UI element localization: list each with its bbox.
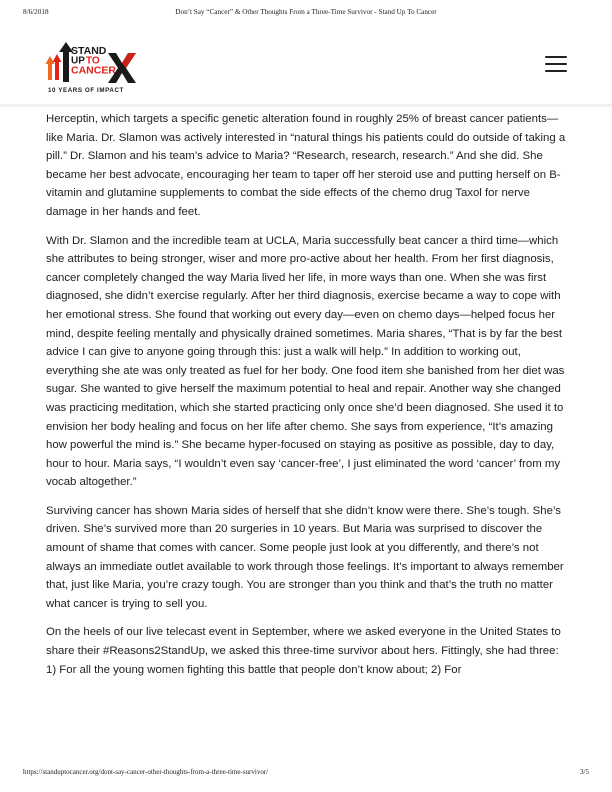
article-paragraph: Herceptin, which targets a specific genetic alteration found in roughly 25% of breast cancer patients—like Maria. Dr. Slamon was actively interested in “natural things his patients could do outside of taking a pill.” Dr. Slamon and his team’s advice to Maria? “Research, research, research.” And she did. She became her best advocate, encouraging her team to taper off her steroid use and putting herself on B-vitamin and glutamine supplements to combat the side effects of the chemo drug Taxol for nerve damage in her hands and feet. bbox=[46, 113, 566, 218]
logo-word-stand: STAND bbox=[71, 45, 107, 57]
small-arrow-left-icon bbox=[46, 56, 55, 80]
print-url: https://standuptocancer.org/dont-say-cancer-other-thoughts-from-a-three-time-survivor/ bbox=[23, 768, 269, 776]
menu-bar-3 bbox=[545, 70, 567, 72]
article-body bbox=[46, 110, 571, 689]
menu-bar-1 bbox=[545, 56, 567, 58]
menu-bar-2 bbox=[545, 63, 567, 65]
article-paragraph: With Dr. Slamon and the incredible team at UCLA, Maria successfully beat cancer a third time—which she attributes to being stronger, wiser and more pro-active about her health. From her first diagnosis, cancer completely changed the way Maria lived her life, in more ways than one. When she was first diagnosed, she didn’t exercise regularly. After her third diagnosis, exercise became a way to cope with her emotional stress. She found that working out every day—even on chemo days—helped focus her mind, despite feeling mentally and physically drained sometimes. Maria shares, “That is by far the best advice I can give to anyone going through this: just a walk will help.” In addition to working out, everything she ate was only treated as fuel for her body. One food item she banished from her diet was sugar. She wanted to give herself the maximum potential to heal and repair. Another way she changed was practicing meditation, which she started practicing only once she’d been diagnosed. She used it to envision her body healing and focus on her life after chemo. She says from experience, “It’s amazing how powerful the mind is.” She became hyper-focused on staying as positive as possible, day to day, hour to hour. Maria says, “I wouldn’t even say ‘cancer-free’, I just eliminated the word ‘cancer’ from my vocab altogether.” bbox=[46, 234, 565, 489]
logo-word-to: TO bbox=[86, 55, 100, 67]
article-paragraph: On the heels of our live telecast event in September, where we asked everyone in the United States to share their #Reasons2StandUp, we asked this three-time survivor about hers. Fittingly, she had three: 1) For all the young women fighting this battle that people don’t know about; 2) For bbox=[46, 626, 561, 676]
logo-word-cancer: CANCER bbox=[71, 64, 116, 77]
logo-graphic bbox=[45, 40, 145, 98]
small-arrow-right-icon bbox=[53, 54, 62, 80]
logo-word-up: UP bbox=[71, 55, 85, 67]
print-date: 8/6/2018 bbox=[23, 8, 49, 16]
site-header bbox=[0, 36, 612, 107]
print-page-title: Don’t Say “Cancer” & Other Thoughts From a Three-Time Survivor - Stand Up To Cancer bbox=[175, 8, 437, 16]
stand-up-to-cancer-logo[interactable] bbox=[45, 40, 145, 98]
logo-tagline: 10 YEARS OF IMPACT bbox=[48, 87, 124, 94]
print-page-number: 3/5 bbox=[580, 768, 589, 776]
article-paragraph: Surviving cancer has shown Maria sides of herself that she didn’t know were there. She’s tough. She’s driven. She’s survived more than 20 surgeries in 10 years. But Maria was surprised to discover the amount of shame that comes with cancer. Some people just look at you differently, and there’s not always an immediate outlet available to work through those feelings. It’s important to always remember that, just like Maria, you’re crazy tough. You are stronger than you think and that’s the truth no matter what cancer is trying to sell you. bbox=[46, 504, 564, 610]
hamburger-menu-button[interactable] bbox=[545, 56, 567, 74]
